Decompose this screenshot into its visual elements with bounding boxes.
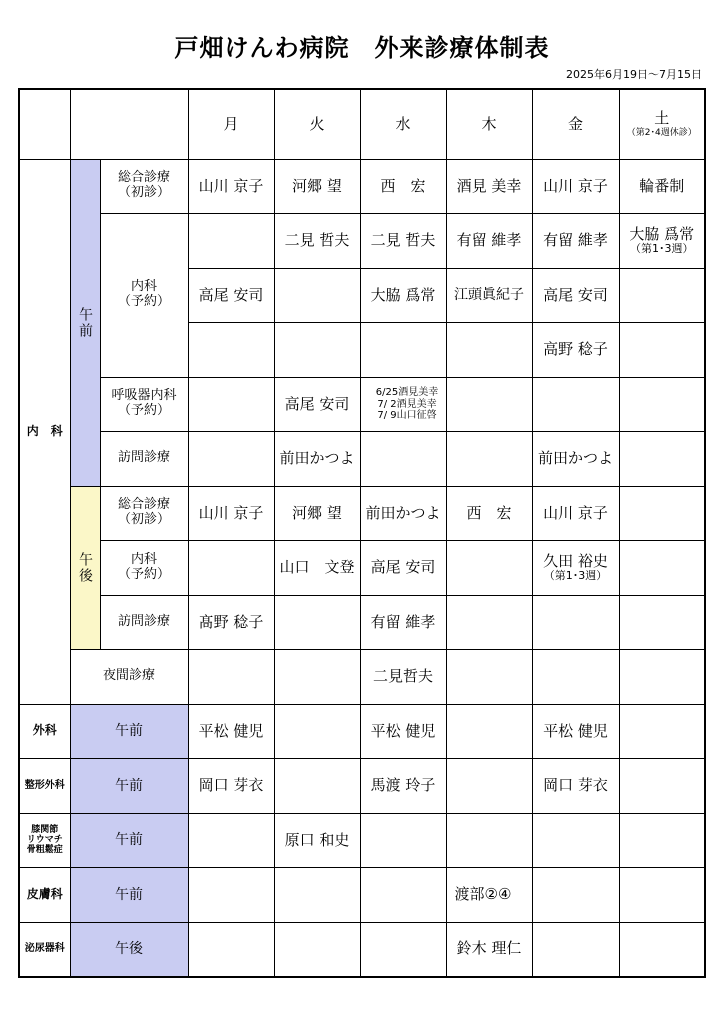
doctor-cell (274, 704, 360, 759)
doctor-cell: 大脇 爲常 (360, 268, 446, 323)
table-row (19, 159, 705, 214)
table-row (19, 759, 705, 814)
doctor-cell (188, 813, 274, 868)
doctor-cell: 平松 健児 (360, 704, 446, 759)
header-blank (70, 89, 188, 159)
doctor-cell (188, 541, 274, 596)
date-line: 6/25酒見美幸 (375, 387, 439, 398)
slot-pm: 午後 (70, 486, 100, 650)
schedule-table (18, 88, 706, 978)
doctor-cell (619, 377, 705, 432)
doctor-cell (446, 595, 532, 650)
date-line: 7/ 9山口征啓 (377, 410, 437, 421)
doctor-cell: 前田かつよ (532, 432, 619, 487)
doctor-cell: 河郷 望 (274, 486, 360, 541)
doctor-cell: 馬渡 玲子 (360, 759, 446, 814)
doctor-cell: 山口 文登 (274, 541, 360, 596)
doctor-cell (188, 323, 274, 378)
doctor-cell (619, 214, 705, 269)
doctor-cell (274, 922, 360, 977)
week-note: （第1･3週） (543, 569, 608, 583)
table-row (19, 704, 705, 759)
row-label-respiratory: 呼吸器内科 （予約） (100, 377, 188, 432)
doctor-cell: 高尾 安司 (532, 268, 619, 323)
day-thursday: 木 (446, 89, 532, 159)
doctor-cell: 二見 哲夫 (360, 214, 446, 269)
doctor-cell (274, 323, 360, 378)
day-friday: 金 (532, 89, 619, 159)
doctor-cell: 輪番制 (619, 159, 705, 214)
doctor-cell: 髙野 稔子 (188, 595, 274, 650)
doctor-cell (532, 377, 619, 432)
doctor-cell (619, 541, 705, 596)
day-wednesday: 水 (360, 89, 446, 159)
respiratory-dates (360, 377, 446, 432)
doctor-cell (446, 704, 532, 759)
doctor-cell: 高尾 安司 (360, 541, 446, 596)
doctor-cell: 有留 維孝 (532, 214, 619, 269)
doctor-cell: 高野 稔子 (532, 323, 619, 378)
header-blank (19, 89, 70, 159)
doctor-cell (188, 432, 274, 487)
table-row (19, 486, 705, 541)
row-label-visit-am: 訪問診療 (100, 432, 188, 487)
row-label-general-am: 総合診療 （初診） (100, 159, 188, 214)
doctor-cell (619, 486, 705, 541)
table-row (19, 377, 705, 432)
doctor-cell (619, 922, 705, 977)
doctor-cell: 山川 京子 (532, 159, 619, 214)
doctor-cell: 平松 健児 (188, 704, 274, 759)
doctor-cell (532, 868, 619, 923)
doctor-cell (446, 432, 532, 487)
doctor-cell (188, 377, 274, 432)
doctor-cell: 高尾 安司 (188, 268, 274, 323)
slot-cell: 午前 (70, 704, 188, 759)
doctor-cell (619, 268, 705, 323)
doctor-cell (274, 268, 360, 323)
doctor-cell (619, 323, 705, 378)
doctor-cell: 西 宏 (360, 159, 446, 214)
date-line: 7/ 2酒見美幸 (377, 398, 437, 410)
dept-knee-rheumatism-osteoporosis: 膝関節 リウマチ 骨粗鬆症 (19, 813, 70, 868)
doctor-cell (619, 759, 705, 814)
doctor-cell: 有留 維孝 (360, 595, 446, 650)
doctor-cell: 鈴木 理仁 (446, 922, 532, 977)
doctor-cell (619, 868, 705, 923)
dept-urology: 泌尿器科 (19, 922, 70, 977)
header-row (19, 89, 705, 159)
week-note: （第1･3週） (630, 242, 694, 256)
doctor-cell (532, 650, 619, 705)
doctor-cell: 西 宏 (446, 486, 532, 541)
slot-am: 午前 (70, 159, 100, 486)
doctor-cell (188, 214, 274, 269)
doctor-cell (532, 541, 619, 596)
doctor-cell: 山川 京子 (188, 159, 274, 214)
slot-cell: 午前 (70, 868, 188, 923)
schedule-period: 2025年6月19日～7月15日 (566, 68, 702, 81)
saturday-note: （第2･4週休診） (626, 127, 697, 138)
doctor-cell (274, 650, 360, 705)
doctor-cell (274, 595, 360, 650)
doctor-cell: 酒見 美幸 (446, 159, 532, 214)
dept-orthopedics: 整形外科 (19, 759, 70, 814)
dept-dermatology: 皮膚科 (19, 868, 70, 923)
page-title: 戸畑けんわ病院 外来診療体制表 (174, 34, 550, 62)
doctor-cell (532, 595, 619, 650)
doctor-cell (446, 323, 532, 378)
table-row (19, 813, 705, 868)
doctor-cell (619, 650, 705, 705)
doctor-cell (360, 813, 446, 868)
doctor-cell (619, 704, 705, 759)
slot-cell: 午後 (70, 922, 188, 977)
day-saturday-label: 土 (654, 109, 670, 128)
doctor-cell: 二見哲夫 (360, 650, 446, 705)
doctor-cell (274, 759, 360, 814)
doctor-cell (446, 759, 532, 814)
row-label-visit-pm: 訪問診療 (100, 595, 188, 650)
doctor-cell (446, 813, 532, 868)
day-monday: 月 (188, 89, 274, 159)
doctor-cell: 高尾 安司 (274, 377, 360, 432)
table-row (19, 432, 705, 487)
doctor-cell (360, 868, 446, 923)
doctor-cell (619, 813, 705, 868)
doctor-cell: 山川 京子 (188, 486, 274, 541)
doctor-cell: 原口 和史 (274, 813, 360, 868)
doctor-cell: 渡部②④ (446, 868, 532, 923)
table-row (19, 922, 705, 977)
doctor-cell: 河郷 望 (274, 159, 360, 214)
day-saturday (619, 89, 705, 159)
doctor-cell (360, 922, 446, 977)
doctor-cell (274, 868, 360, 923)
slot-cell: 午前 (70, 813, 188, 868)
doctor-cell: 岡口 芽衣 (188, 759, 274, 814)
doctor-cell (360, 432, 446, 487)
doctor-cell (532, 922, 619, 977)
doctor-cell: 平松 健児 (532, 704, 619, 759)
table-row (19, 541, 705, 596)
doctor-cell (446, 541, 532, 596)
row-label-reserve-am: 内科 （予約） (100, 214, 188, 378)
dept-surgery: 外科 (19, 704, 70, 759)
doctor-cell (188, 868, 274, 923)
table-row (19, 214, 705, 269)
row-label-general-pm: 総合診療 （初診） (100, 486, 188, 541)
doctor-cell (532, 813, 619, 868)
doctor-cell (360, 323, 446, 378)
doctor-cell: 二見 哲夫 (274, 214, 360, 269)
doctor-cell (188, 922, 274, 977)
row-label-reserve-pm: 内科 （予約） (100, 541, 188, 596)
doctor-cell (619, 432, 705, 487)
doctor-cell (619, 595, 705, 650)
doctor-cell: 岡口 芽衣 (532, 759, 619, 814)
day-tuesday: 火 (274, 89, 360, 159)
doctor-cell (446, 377, 532, 432)
row-label-night: 夜間診療 (70, 650, 188, 705)
doctor-name: 大脇 爲常 (629, 224, 695, 243)
dept-internal-medicine: 内 科 (19, 159, 70, 704)
doctor-cell: 江頭眞紀子 (446, 268, 532, 323)
doctor-cell (446, 650, 532, 705)
doctor-cell: 山川 京子 (532, 486, 619, 541)
doctor-name: 久田 裕史 (543, 551, 608, 570)
doctor-cell (188, 650, 274, 705)
table-row (19, 868, 705, 923)
doctor-cell: 有留 維孝 (446, 214, 532, 269)
table-row (19, 595, 705, 650)
doctor-cell: 前田かつよ (360, 486, 446, 541)
slot-cell: 午前 (70, 759, 188, 814)
doctor-cell: 前田かつよ (274, 432, 360, 487)
table-row (19, 650, 705, 705)
